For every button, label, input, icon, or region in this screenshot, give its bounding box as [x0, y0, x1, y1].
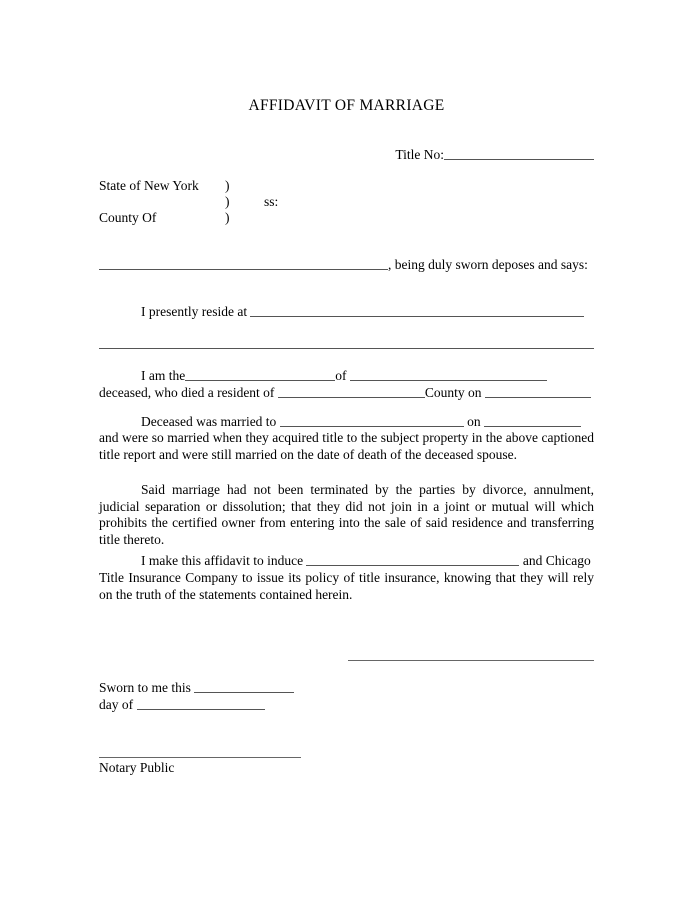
deceased-county-label: County on [424, 385, 482, 400]
venue-paren-middle: ) [225, 194, 230, 209]
venue-paren-top: ) [225, 178, 230, 193]
notary-sworn-block [99, 680, 294, 713]
induce-paragraph-body: Title Insurance Company to issue its policy of title insurance, knowing that they will rely on the truth of the statements contained herein. [99, 570, 594, 602]
notary-public-label: Notary Public [99, 760, 175, 775]
sworn-to-label: Sworn to me this [99, 680, 191, 695]
capacity-role-field[interactable] [185, 369, 335, 381]
county-label: County Of [99, 210, 157, 225]
marriage-on-label: on [467, 414, 481, 429]
notary-signature-field[interactable] [99, 757, 301, 758]
capacity-of-label: of [335, 368, 347, 383]
induce-party-field[interactable] [306, 554, 519, 566]
affiant-signature-field[interactable] [348, 660, 594, 661]
sworn-to-field[interactable] [194, 681, 294, 693]
deceased-name-field[interactable] [350, 369, 547, 381]
deceased-residence-line [99, 384, 594, 402]
marriage-line [99, 413, 594, 431]
deceased-county-field[interactable] [278, 386, 425, 398]
deponent-name-line [99, 256, 594, 274]
state-label: State of New York [99, 178, 199, 193]
day-of-field[interactable] [137, 697, 265, 709]
residence-line [99, 303, 594, 321]
marriage-label: Deceased was married to [141, 414, 277, 429]
residence-continuation-field[interactable] [99, 348, 594, 349]
day-of-line [99, 697, 294, 714]
title-number-row [99, 146, 594, 164]
spouse-name-field[interactable] [280, 415, 464, 427]
day-of-label: day of [99, 696, 134, 712]
deceased-residence-label: deceased, who died a resident of [99, 385, 275, 400]
capacity-label: I am the [141, 368, 186, 383]
venue-ss-label: ss: [264, 194, 279, 209]
residence-label: I presently reside at [141, 304, 248, 319]
deceased-date-field[interactable] [485, 386, 591, 398]
venue-paren-bottom: ) [225, 210, 230, 225]
title-number-label: Title No: [395, 147, 444, 162]
page-title: AFFIDAVIT OF MARRIAGE [248, 97, 445, 114]
residence-field[interactable] [250, 305, 584, 317]
marriage-paragraph-continuation: and were so married when they acquired title to the subject property in the above captioned title report and were still married on the date of death of the deceased spouse. [99, 430, 594, 462]
induce-lead-label: I make this affidavit to induce [141, 553, 304, 568]
said-marriage-paragraph: Said marriage had not been terminated by the parties by divorce, annulment, judicial separation or dissolution; that they did not join in a joint or mutual will which prohibits the certified owner from entering into the sale of said residence and transferring title thereto. [99, 482, 594, 547]
capacity-line [99, 367, 594, 385]
induce-trail-label: and Chicago [522, 553, 591, 568]
deponent-name-field[interactable] [99, 258, 388, 270]
deponent-sworn-text: , being duly sworn deposes and says: [388, 257, 588, 272]
marriage-date-field[interactable] [484, 415, 581, 427]
sworn-to-line [99, 680, 294, 697]
induce-line [99, 553, 594, 570]
title-number-field[interactable] [444, 148, 594, 160]
